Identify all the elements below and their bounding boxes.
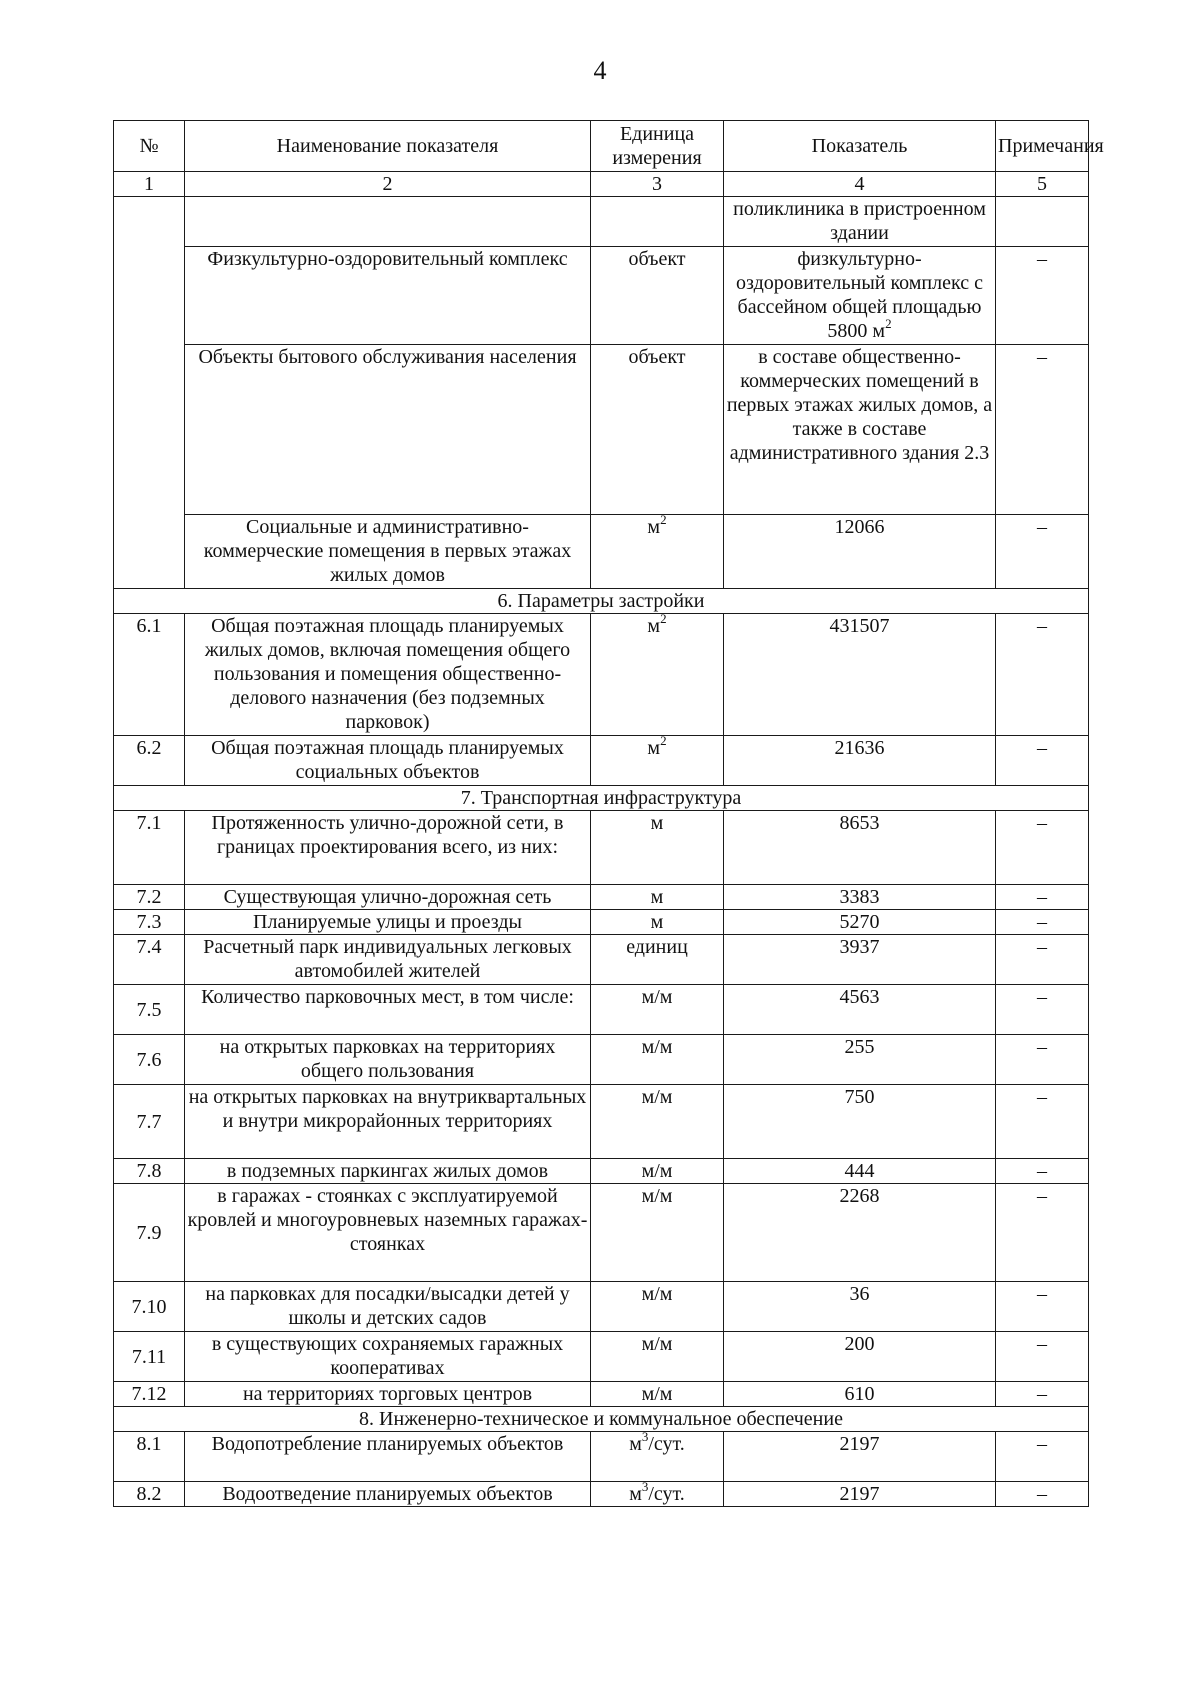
section-title: 6. Параметры застройки — [114, 589, 1089, 614]
row-note: – — [996, 1085, 1089, 1159]
row-unit: м — [591, 910, 724, 935]
row-number: 7.8 — [114, 1159, 185, 1184]
header-number: № — [114, 121, 185, 172]
table-row — [114, 1085, 1089, 1159]
row-number: 7.4 — [114, 935, 185, 985]
indicators-table — [113, 120, 1104, 1507]
row-unit: м — [591, 811, 724, 885]
table-row — [114, 935, 1089, 985]
row-value: в составе общественно-коммерческих помещений в первых этажах жилых домов, а также в составе административного здания 2.3 — [724, 345, 996, 515]
table-row — [114, 1184, 1089, 1282]
column-number: 5 — [996, 172, 1089, 197]
row-value: 3383 — [724, 885, 996, 910]
row-unit: $м^3$/сут. — [591, 1482, 724, 1507]
row-value: 610 — [724, 1382, 996, 1407]
row-value: 750 — [724, 1085, 996, 1159]
row-number: 6.1 — [114, 614, 185, 736]
row-number: 7.9 — [114, 1184, 185, 1282]
row-name: в существующих сохраняемых гаражных кооперативах — [185, 1332, 591, 1382]
row-value: 431507 — [724, 614, 996, 736]
row-number: 8.2 — [114, 1482, 185, 1507]
table-row — [114, 1159, 1089, 1184]
table-row — [114, 345, 1089, 515]
page-number: 4 — [593, 56, 607, 85]
table-row — [114, 247, 1089, 345]
row-unit: м — [591, 885, 724, 910]
row-unit: м/м — [591, 1085, 724, 1159]
row-value: 200 — [724, 1332, 996, 1382]
row-note: – — [996, 1482, 1089, 1507]
row-note: – — [996, 736, 1089, 786]
header-indicator-name: Наименование показателя — [185, 121, 591, 172]
row-note: – — [996, 1035, 1089, 1085]
row-number: 6.2 — [114, 736, 185, 786]
table-row — [114, 985, 1089, 1035]
table-row — [114, 1282, 1089, 1332]
section-title: 8. Инженерно-техническое и коммунальное обеспечение — [114, 1407, 1089, 1432]
row-number: 7.7 — [114, 1085, 185, 1159]
section-row — [114, 1407, 1089, 1432]
row-value: 3937 — [724, 935, 996, 985]
column-number: 2 — [185, 172, 591, 197]
row-value: поликлиника в пристроенном здании — [724, 197, 996, 247]
table-row — [114, 1035, 1089, 1085]
row-name: на открытых парковках на территориях общего пользования — [185, 1035, 591, 1085]
row-note — [996, 197, 1089, 247]
table-row — [114, 515, 1089, 589]
row-value: 2268 — [724, 1184, 996, 1282]
row-value: 2197 — [724, 1432, 996, 1482]
row-unit: объект — [591, 247, 724, 345]
section-row — [114, 589, 1089, 614]
row-number: 7.10 — [114, 1282, 185, 1332]
row-number-cell — [114, 197, 185, 589]
row-name: Существующая улично-дорожная сеть — [185, 885, 591, 910]
section-title: 7. Транспортная инфраструктура — [114, 786, 1089, 811]
row-value: 12066 — [724, 515, 996, 589]
row-name: в подземных паркингах жилых домов — [185, 1159, 591, 1184]
row-number: 7.11 — [114, 1332, 185, 1382]
row-unit: м/м — [591, 1159, 724, 1184]
row-note: – — [996, 910, 1089, 935]
row-note: – — [996, 1432, 1089, 1482]
row-unit: м/м — [591, 1184, 724, 1282]
row-name: Водопотребление планируемых объектов — [185, 1432, 591, 1482]
row-name — [185, 197, 591, 247]
header-value: Показатель — [724, 121, 996, 172]
row-name: Социальные и административно-коммерческие помещения в первых этажах жилых домов — [185, 515, 591, 589]
row-value: 2197 — [724, 1482, 996, 1507]
row-name: в гаражах - стоянках с эксплуатируемой кровлей и многоуровневых наземных гаражах-стоянках — [185, 1184, 591, 1282]
column-number-row — [114, 172, 1089, 197]
row-note: – — [996, 1159, 1089, 1184]
row-name: Протяженность улично-дорожной сети, в границах проектирования всего, из них: — [185, 811, 591, 885]
row-note: – — [996, 247, 1089, 345]
row-note: – — [996, 1382, 1089, 1407]
row-value: физкультурно-оздоровительный комплекс с бассейном общей площадью 5800 $м^2$ — [724, 247, 996, 345]
row-unit: м/м — [591, 985, 724, 1035]
row-value: 8653 — [724, 811, 996, 885]
row-number: 7.12 — [114, 1382, 185, 1407]
row-unit: м/м — [591, 1332, 724, 1382]
header-unit: Единица измерения — [591, 121, 724, 172]
row-unit: $м^3$/сут. — [591, 1432, 724, 1482]
row-name: на открытых парковках на внутриквартальных и внутри микрорайонных территориях — [185, 1085, 591, 1159]
section-row — [114, 786, 1089, 811]
row-value: 36 — [724, 1282, 996, 1332]
row-name: Объекты бытового обслуживания населения — [185, 345, 591, 515]
row-number: 7.2 — [114, 885, 185, 910]
row-note: – — [996, 1332, 1089, 1382]
row-unit: м/м — [591, 1035, 724, 1085]
row-number: 8.1 — [114, 1432, 185, 1482]
row-name: Планируемые улицы и проезды — [185, 910, 591, 935]
row-number: 7.1 — [114, 811, 185, 885]
row-note: – — [996, 1184, 1089, 1282]
row-unit: $м^2$ — [591, 614, 724, 736]
row-name: Общая поэтажная площадь планируемых жилых домов, включая помещения общего пользования и помещения общественно-делового назначения (без подземных парковок) — [185, 614, 591, 736]
row-number: 7.6 — [114, 1035, 185, 1085]
table-row — [114, 197, 1089, 247]
row-name: Общая поэтажная площадь планируемых социальных объектов — [185, 736, 591, 786]
row-note: – — [996, 1282, 1089, 1332]
row-value: 5270 — [724, 910, 996, 935]
table-row — [114, 1332, 1089, 1382]
row-note: – — [996, 985, 1089, 1035]
table-header-row — [114, 121, 1089, 172]
row-value: 21636 — [724, 736, 996, 786]
row-unit: м/м — [591, 1282, 724, 1332]
row-value: 4563 — [724, 985, 996, 1035]
table-row — [114, 1432, 1089, 1482]
row-number: 7.5 — [114, 985, 185, 1035]
row-value: 444 — [724, 1159, 996, 1184]
row-number: 7.3 — [114, 910, 185, 935]
row-note: – — [996, 614, 1089, 736]
row-note: – — [996, 935, 1089, 985]
table-row — [114, 736, 1089, 786]
row-note: – — [996, 515, 1089, 589]
row-unit: объект — [591, 345, 724, 515]
row-unit: $м^2$ — [591, 736, 724, 786]
row-name: Количество парковочных мест, в том числе: — [185, 985, 591, 1035]
column-number: 4 — [724, 172, 996, 197]
table-row — [114, 1482, 1089, 1507]
table-row — [114, 910, 1089, 935]
row-name: Водоотведение планируемых объектов — [185, 1482, 591, 1507]
row-name: Физкультурно-оздоровительный комплекс — [185, 247, 591, 345]
row-note: – — [996, 345, 1089, 515]
column-number: 3 — [591, 172, 724, 197]
column-number: 1 — [114, 172, 185, 197]
row-unit: единиц — [591, 935, 724, 985]
header-notes: Примечания — [996, 121, 1089, 172]
row-name: Расчетный парк индивидуальных легковых автомобилей жителей — [185, 935, 591, 985]
row-unit: $м^2$ — [591, 515, 724, 589]
table-row — [114, 614, 1089, 736]
row-value: 255 — [724, 1035, 996, 1085]
table-row — [114, 885, 1089, 910]
table-row — [114, 1382, 1089, 1407]
row-note: – — [996, 885, 1089, 910]
row-name: на парковках для посадки/высадки детей у школы и детских садов — [185, 1282, 591, 1332]
row-unit: м/м — [591, 1382, 724, 1407]
row-note: – — [996, 811, 1089, 885]
row-unit — [591, 197, 724, 247]
row-name: на территориях торговых центров — [185, 1382, 591, 1407]
table-row — [114, 811, 1089, 885]
